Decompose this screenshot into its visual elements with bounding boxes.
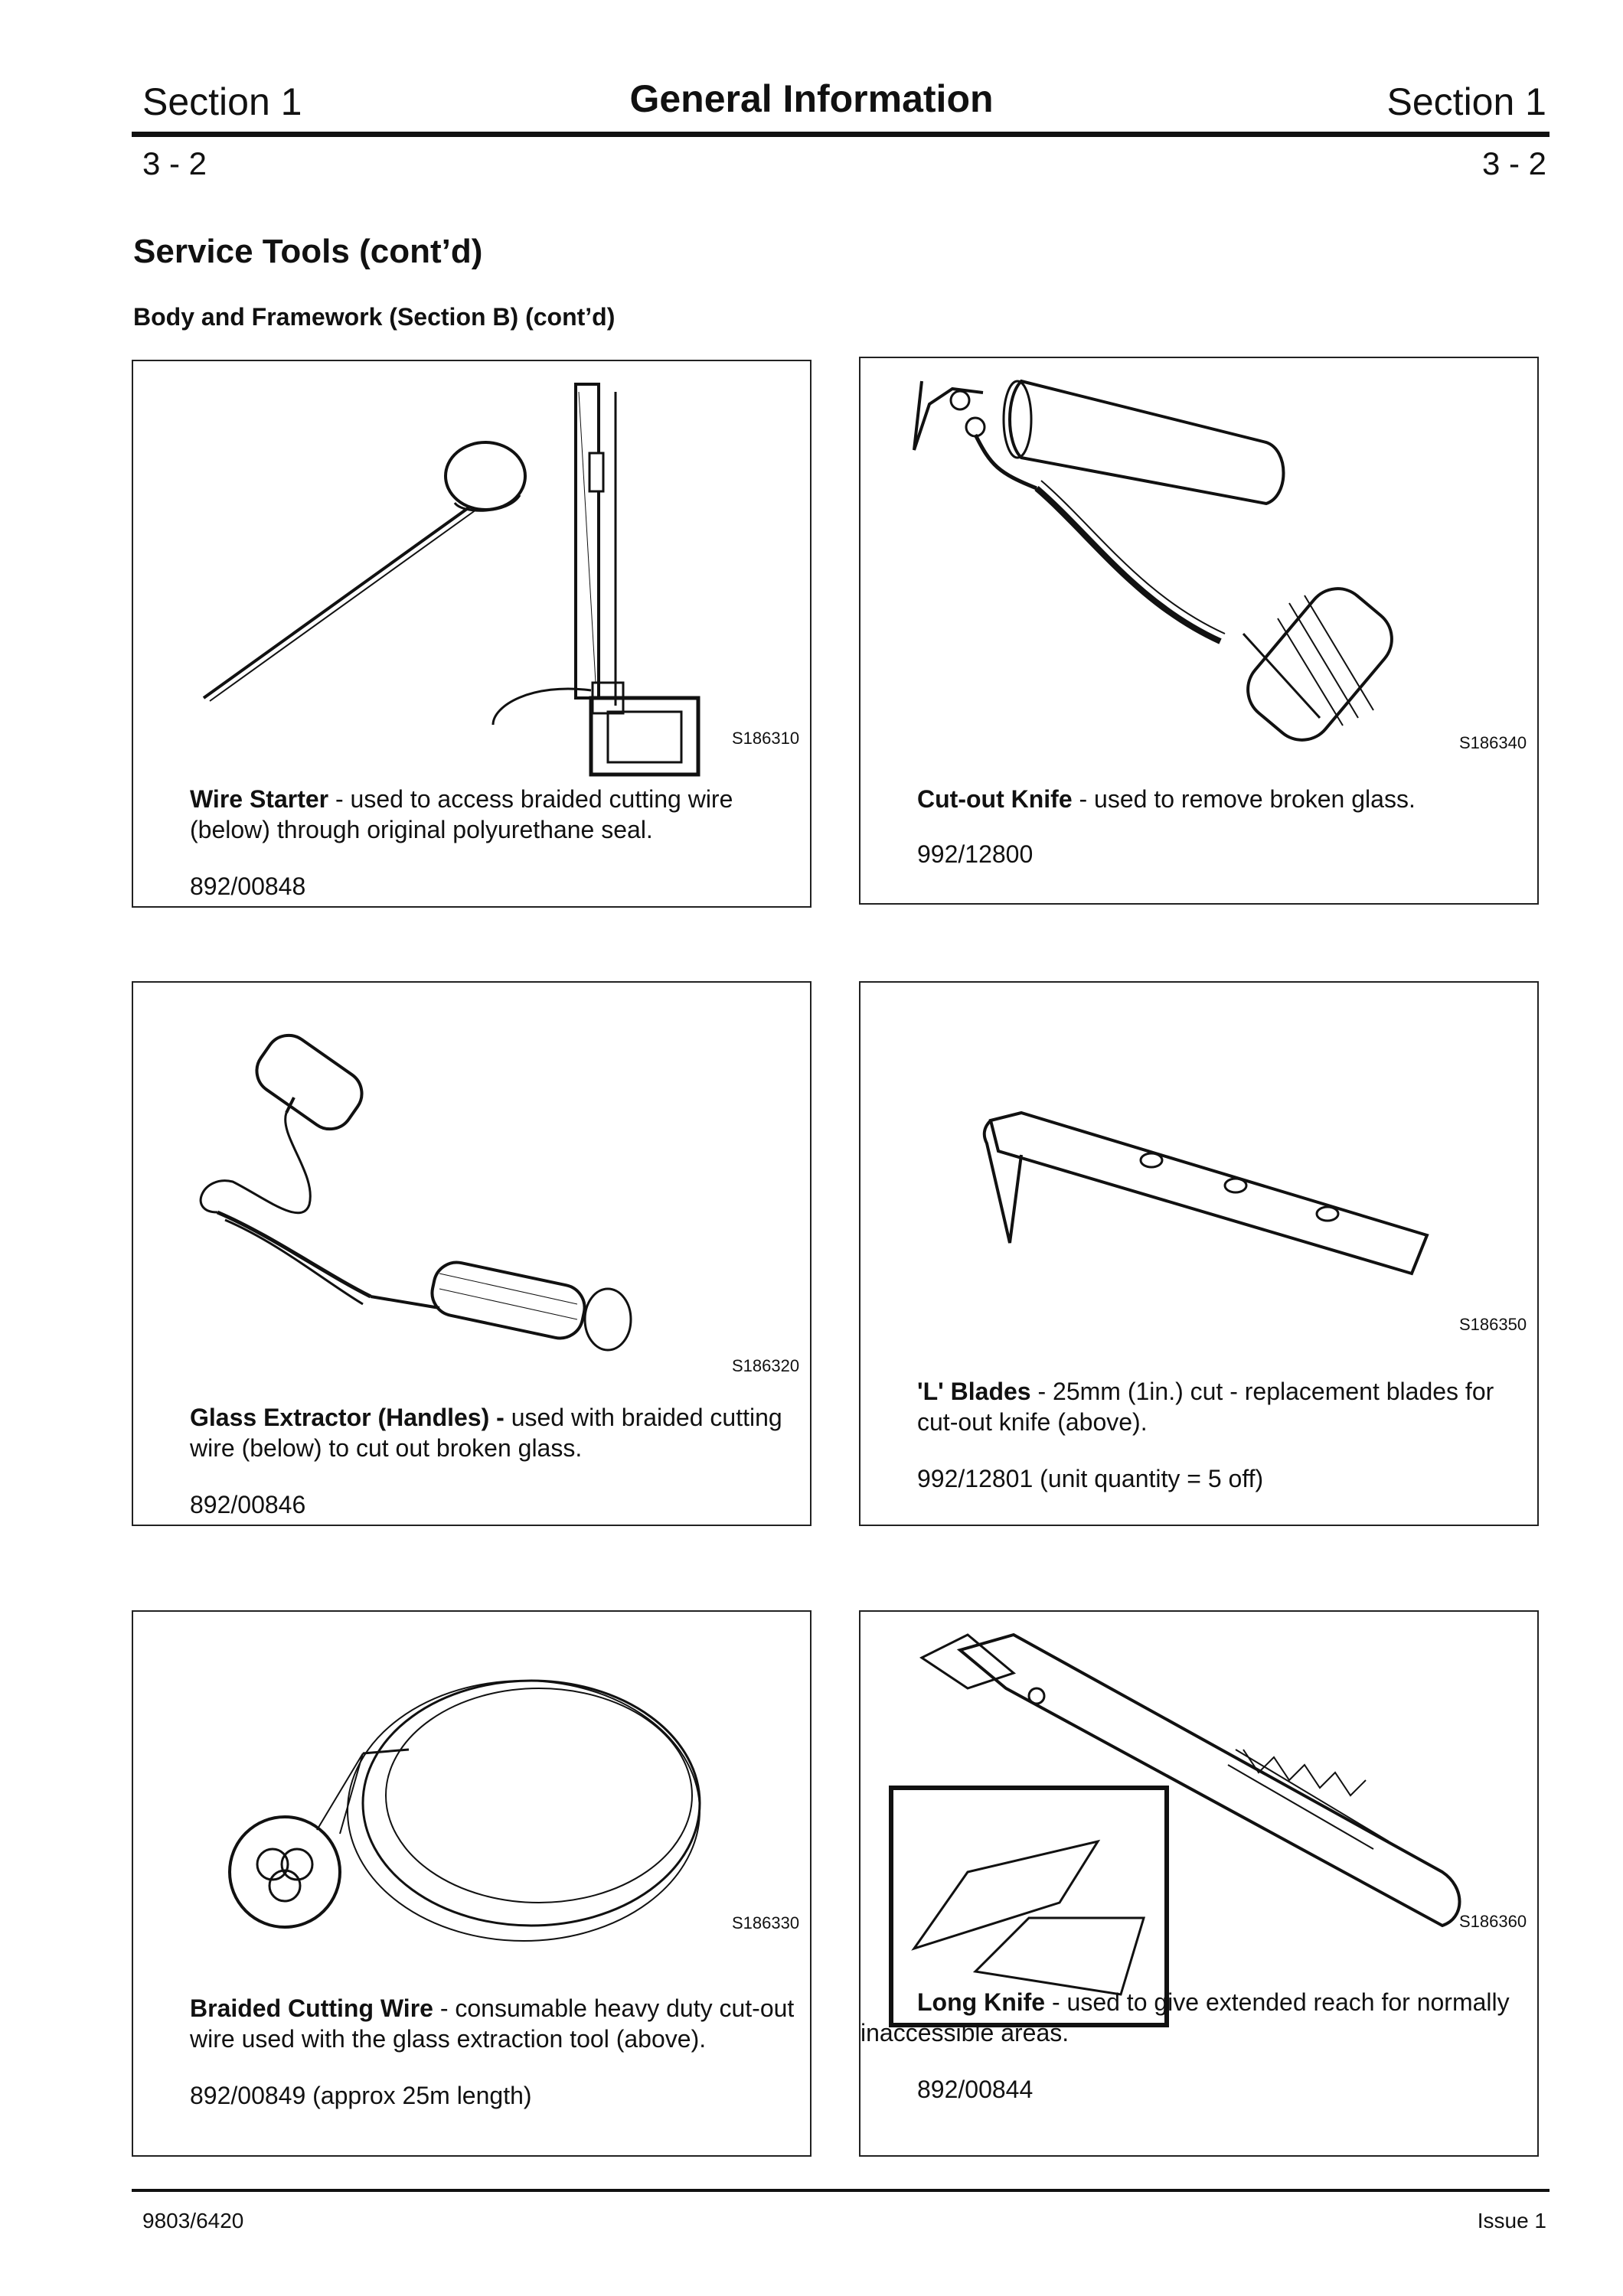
braided-wire-illustration-icon bbox=[133, 1612, 813, 2040]
tool-name: Glass Extractor (Handles) - bbox=[190, 1404, 505, 1431]
part-number: 892/00844 bbox=[917, 2076, 1034, 2103]
figure-code: S186340 bbox=[1459, 733, 1527, 752]
tool-name: 'L' Blades bbox=[917, 1378, 1031, 1405]
part-number: 992/12800 bbox=[917, 840, 1034, 868]
tool-caption bbox=[917, 784, 1530, 814]
part-number: 892/00849 (approx 25m length) bbox=[190, 2082, 532, 2109]
section-label-right: Section 1 bbox=[1386, 80, 1546, 123]
figure-code: S186360 bbox=[1459, 1912, 1527, 1931]
tool-name: Braided Cutting Wire bbox=[190, 1994, 433, 2022]
tool-description: - used to remove broken glass. bbox=[1072, 785, 1416, 813]
tool-description: used with braided cutting wire (below) to cut out broken glass. bbox=[190, 1404, 782, 1462]
tool-panel-l-blades bbox=[859, 981, 1539, 1526]
tool-caption bbox=[190, 1993, 802, 2054]
l-blade-illustration-icon bbox=[860, 983, 1540, 1411]
tool-name: Wire Starter bbox=[190, 785, 329, 813]
tool-panel-wire-starter bbox=[132, 360, 812, 908]
part-number: 992/12801 (unit quantity = 5 off) bbox=[917, 1465, 1264, 1492]
document-number: 9803/6420 bbox=[142, 2209, 244, 2232]
section-heading: Service Tools (cont’d) bbox=[133, 233, 483, 270]
tool-panel-glass-extractor bbox=[132, 981, 812, 1526]
tool-caption bbox=[190, 1402, 802, 1463]
header-rule bbox=[132, 132, 1550, 137]
tool-panel-braided-cutting-wire bbox=[132, 1610, 812, 2157]
tool-caption bbox=[917, 1376, 1530, 1437]
section-subheading: Body and Framework (Section B) (cont’d) bbox=[133, 303, 616, 331]
tool-caption bbox=[860, 1987, 1519, 2048]
page-title: General Information bbox=[629, 77, 994, 120]
tool-panel-long-knife bbox=[859, 1610, 1539, 2157]
glass-extractor-illustration-icon bbox=[133, 983, 813, 1411]
figure-code: S186310 bbox=[732, 729, 800, 748]
section-label-left: Section 1 bbox=[142, 80, 302, 123]
footer-rule bbox=[132, 2189, 1550, 2192]
page-number-left: 3 - 2 bbox=[142, 145, 207, 181]
tool-description: - consumable heavy duty cut-out wire used with the glass extraction tool (above). bbox=[190, 1994, 795, 2053]
tool-description: - 25mm (1in.) cut - replacement blades for cut-out knife (above). bbox=[917, 1378, 1494, 1436]
tool-description: - used to give extended reach for normally inaccessible areas. bbox=[860, 1988, 1510, 2047]
tool-description: - used to access braided cutting wire (below) through original polyurethane seal. bbox=[190, 785, 733, 843]
page-number-right: 3 - 2 bbox=[1481, 145, 1546, 181]
tool-name: Cut-out Knife bbox=[917, 785, 1073, 813]
tool-caption bbox=[190, 784, 802, 845]
figure-code: S186330 bbox=[732, 1913, 800, 1932]
figure-code: S186320 bbox=[732, 1356, 800, 1375]
wire-starter-illustration-icon bbox=[133, 361, 813, 790]
tool-panel-cut-out-knife bbox=[859, 357, 1539, 905]
tool-name: Long Knife bbox=[917, 1988, 1046, 2016]
long-knife-illustration-icon bbox=[860, 1612, 1540, 2040]
issue-label: Issue 1 bbox=[1477, 2209, 1546, 2232]
cut-out-knife-illustration-icon bbox=[860, 358, 1540, 787]
figure-code: S186350 bbox=[1459, 1315, 1527, 1334]
part-number: 892/00846 bbox=[190, 1491, 306, 1518]
part-number: 892/00848 bbox=[190, 872, 306, 900]
